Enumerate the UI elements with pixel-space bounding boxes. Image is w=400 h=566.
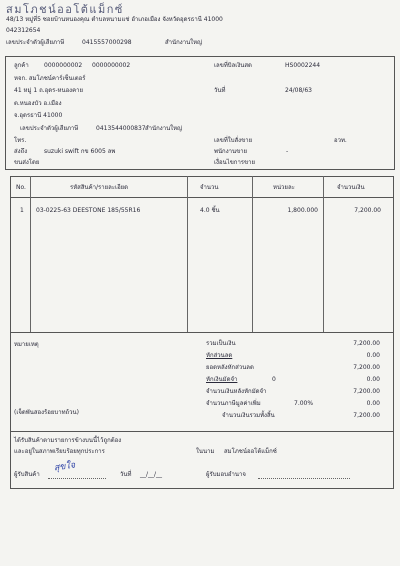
- row-amount: 7,200.00: [354, 207, 381, 214]
- col-header-qty: จำนวน: [200, 184, 219, 191]
- receiver-label: ผู้รับสินค้า: [14, 471, 40, 478]
- company-name: สมโภชน์ออโต้แม็กซ์: [6, 3, 124, 16]
- summary-label-after-deposit: จำนวนเงินหลังหักมัดจำ: [206, 388, 267, 395]
- sales-ref-label: เลขที่ใบสั่งขาย: [214, 137, 253, 144]
- ship-by-label: ขนส่งโดย: [14, 159, 40, 166]
- col-header-desc: รหัสสินค้า/รายละเอียด: [70, 184, 129, 191]
- customer-phone-label: โทร.: [14, 137, 27, 144]
- company-tax-id: 0415557000298: [82, 39, 132, 46]
- row-unit-price: 1,800.000: [287, 207, 318, 214]
- col-header-unit-price: หน่วยละ: [273, 184, 295, 191]
- summary-value-discount: 0.00: [366, 352, 380, 359]
- summary-label-grand-total: จำนวนเงินรวมทั้งสิ้น: [222, 412, 275, 419]
- summary-label-vat: จำนวนภาษีมูลค่าเพิ่ม: [206, 400, 261, 407]
- summary-label-total: รวมเป็นเงิน: [206, 340, 236, 347]
- invoice-no: HS0002244: [285, 62, 321, 69]
- summary-extra-deposit: 0: [272, 376, 276, 383]
- summary-divider: [10, 332, 393, 333]
- customer-address-1: 41 หมู่ 1 ถ.อุดร-หนองคาย: [14, 87, 83, 94]
- summary-value-vat: 0.00: [366, 400, 380, 407]
- company-tax-id-label: เลขประจำตัวผู้เสียภาษี: [6, 39, 65, 46]
- row-no: 1: [20, 207, 24, 214]
- on-behalf-name: สมโภชน์ออโต้แม็กซ์: [224, 448, 277, 455]
- summary-value-total: 7,200.00: [353, 340, 380, 347]
- summary-value-grand-total: 7,200.00: [353, 412, 380, 419]
- company-address: 48/13 หมู่ที่5 ซอยบ้านหนองคุณ ตำบลหนามแช่ อำเภอเมือง จังหวัดอุดรธานี 41000: [6, 16, 223, 23]
- customer-branch: สำนักงานใหญ่: [145, 125, 183, 132]
- doc-date-label: วันที่: [214, 87, 226, 94]
- col-header-amount: จำนวนเงิน: [337, 184, 365, 191]
- receiver-date-label: วันที่: [120, 471, 132, 478]
- company-branch: สำนักงานใหญ่: [165, 39, 203, 46]
- customer-tax-id-label: เลขประจำตัวผู้เสียภาษี: [20, 125, 79, 132]
- receiver-date-blank: __/__/__: [140, 471, 163, 478]
- customer-address-2: ต.หนองบัว อ.เมือง: [14, 100, 62, 107]
- invoice-no-label: เลขที่บิลเงินสด: [214, 62, 252, 69]
- customer-name: หจก. สมโภชน์คาร์เซ็นเตอร์: [14, 75, 86, 82]
- doc-date: 24/08/63: [285, 87, 312, 94]
- received-line-2: และอยู่ในสภาพเรียบร้อยทุกประการ: [14, 448, 105, 455]
- ship-to-value: suzuki swift กข 6005 ลพ: [44, 148, 116, 155]
- company-phone: 042312654: [6, 27, 41, 34]
- salesperson: -: [286, 148, 289, 155]
- received-line-1: ได้รับสินค้าตามรายการข้างบนนี้ไว้ถูกต้อง: [14, 437, 122, 444]
- customer-address-3: จ.อุดรธานี 41000: [14, 112, 63, 119]
- summary-value-after-discount: 7,200.00: [353, 364, 380, 371]
- amount-in-words: (เจ็ดพันสองร้อยบาทถ้วน): [14, 409, 79, 416]
- table-header-divider: [10, 197, 393, 198]
- on-behalf-label: ในนาม: [196, 448, 215, 455]
- row-qty: 4.0 ชิ้น: [200, 207, 220, 214]
- sales-terms-label: เงื่อนไขการขาย: [214, 159, 256, 166]
- credit-label: อวท.: [334, 137, 347, 144]
- summary-label-after-discount: ยอดหลังหักส่วนลด: [206, 364, 254, 371]
- customer-tax-id: 0413544000837: [96, 125, 146, 132]
- authorized-label: ผู้รับมอบอำนาจ: [206, 471, 246, 478]
- summary-label-discount: หักส่วนลด: [206, 352, 233, 359]
- row-desc: 03-0225-63 DEESTONE 185/55R16: [36, 207, 141, 214]
- customer-code: 0000000002: [44, 62, 83, 69]
- customer-code-label: ลูกค้า: [14, 62, 29, 69]
- salesperson-label: พนักงานขาย: [214, 148, 248, 155]
- col-header-no: No.: [16, 184, 26, 191]
- customer-code-2: 0000000002: [92, 62, 131, 69]
- receiver-signature: สุขใจ: [53, 460, 76, 474]
- summary-label-deposit: หักเงินมัดจำ: [206, 376, 238, 383]
- note-label: หมายเหตุ: [14, 341, 39, 348]
- ship-to-label: ส่งถึง: [14, 148, 28, 155]
- summary-extra-vat: 7.00%: [294, 400, 314, 407]
- summary-value-deposit: 0.00: [366, 376, 380, 383]
- summary-value-after-deposit: 7,200.00: [353, 388, 380, 395]
